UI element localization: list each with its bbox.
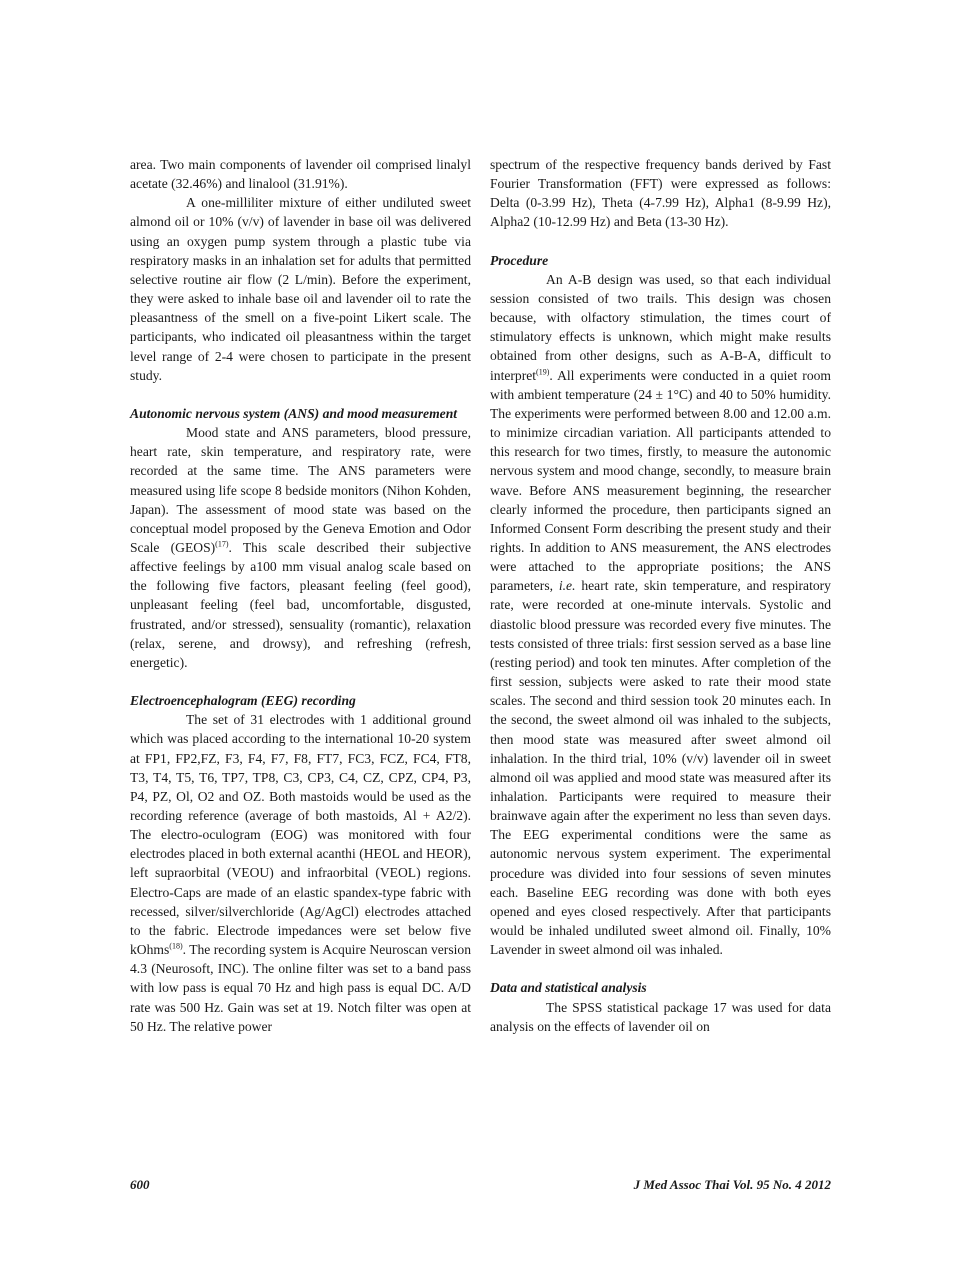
- right-column: [490, 155, 831, 1036]
- paragraph: An A-B design was used, so that each individual session consisted of two trails. This design was chosen because, with olfactory stimulation, the times court of stimulatory effects is unknown, which might make results obtained from other designs, such as A-B-A, difficult to interpret$^{(19)}$. All experiments were conducted in a quiet room with ambient temperature (24 ± 1°C) and 40 to 50% humidity. The experiments were performed between 8.00 and 12.00 a.m. to minimize circadian variation. All participants attended to this research for two times, firstly, to measure the autonomic nervous system and mood change, secondly, to measure brain wave. Before ANS measurement beginning, the researcher clearly informed the procedure, then participants signed an Informed Consent Form describing the present study and their rights. In addition to ANS measurement, the ANS electrodes were attached to the appropriate positions; the ANS parameters, i.e. heart rate, skin temperature, and respiratory rate, were recorded at one-minute intervals. Systolic and diastolic blood pressure was recorded every five minutes. The tests consisted of three trials: first session served as a base line (resting period) and took ten minutes. After completion of the first session, subjects were asked to rate their mood state scales. The second and third session took 20 minutes each. In the second, the sweet almond oil was inhaled to the subjects, then mood state was measured after sweet almond oil inhalation. In the third trial, 10% (v/v) lavender oil in sweet almond oil was applied and mood state was measured after its inhalation. Participants were required to measure their brainwave again after the experiment no less than seven days. The EEG experimental conditions were the same as autonomic nervous system experiment. The experimental procedure was divided into four sessions of seven minutes each. Baseline EEG recording was done with both eyes opened and eyes closed respectively. After that participants would be inhaled undiluted sweet almond oil. Finally, 10% Lavender in sweet almond oil was inhaled.: [490, 271, 831, 958]
- section-heading-procedure: Procedure: [490, 252, 549, 268]
- section-heading-ans: Autonomic nervous system (ANS) and mood measurement: [130, 405, 458, 421]
- paragraph: spectrum of the respective frequency bands derived by Fast Fourier Transformation (FFT) were expressed as follows: Delta (0-3.99 Hz), Theta (4-7.99 Hz), Alpha1 (8-9.99 Hz), Alpha2 (10-12.99 Hz) and Beta (13-30 Hz).: [490, 157, 831, 230]
- journal-citation: J Med Assoc Thai Vol. 95 No. 4 2012: [633, 1177, 831, 1192]
- paragraph: area. Two main components of lavender oil comprised linalyl acetate (32.46%) and linalool (31.91%).: [130, 157, 471, 192]
- paragraph: Mood state and ANS parameters, blood pressure, heart rate, skin temperature, and respiratory rate, were recorded at the same time. The ANS parameters were measured using life scope 8 bedside monitors (Nihon Kohden, Japan). The assessment of mood state was based on the conceptual model proposed by the Geneva Emotion and Odor Scale (GEOS)$^{(17)}$. This scale described their subjective affective feelings by a100 mm visual analog scale based on the following five factors, pleasant feeling (feel good), unpleasant feeling (feel bad, uncomfortable, disgusted, frustrated, and/or stressed), sensuality (romantic), relaxation (relax, serene, and drowsy), and refreshing (refresh, energetic).: [130, 425, 471, 670]
- section-heading-eeg: Electroencephalogram (EEG) recording: [130, 693, 356, 709]
- citation-ref: (19): [536, 367, 550, 377]
- section-heading-data-analysis: Data and statistical analysis: [490, 980, 647, 996]
- citation-ref: (18): [169, 941, 183, 951]
- paragraph: The SPSS statistical package 17 was used for data analysis on the effects of lavender oil on: [490, 999, 831, 1034]
- citation-ref: (17): [215, 539, 229, 549]
- paragraph: A one-milliliter mixture of either undiluted sweet almond oil or 10% (v/v) of lavender in base oil was delivered using an oxygen pump system through a plastic tube via respiratory masks in an inhalation set for adults that permitted selective routine air flow (2 L/min). Before the experiment, they were asked to inhale base oil and lavender oil to rate the pleasantness of the smell on a five-point Likert scale. The participants, who indicated oil pleasantness within the target level range of 2-4 were chosen to participate in the present study.: [130, 195, 471, 383]
- paragraph: The set of 31 electrodes with 1 additional ground which was placed according to the international 10-20 system at FP1, FP2,FZ, F3, F4, F7, F8, FT7, FC3, FCZ, FC4, FT8, T3, T4, T5, T6, TP7, TP8, C3, CP3, C4, CZ, CPZ, CP4, P3, P4, PZ, Ol, O2 and OZ. Both mastoids would be used as the recording reference (average of both mastoids, Al + A2/2). The electro-oculogram (EOG) was monitored with four electrodes placed in both external acanthi (HEOL and HEOR), left supraorbital (VEOU) and infraorbital (VEOL) regions. Electro-Caps are made of an elastic spandex-type fabric with recessed, silver/silverchloride (Ag/AgCl) electrodes attached to the fabric. Electrode impedances were set below five kOhms$^{(18)}$. The recording system is Acquire Neuroscan version 4.3 (Neurosoft, INC). The online filter was set to a band pass with low pass is equal 70 Hz and high pass is equal DC. A/D rate was 500 Hz. Gain was set at 19. Notch filter was open at 50 Hz. The relative power: [130, 712, 471, 1034]
- left-column: [130, 155, 471, 1036]
- page-number: 600: [130, 1177, 150, 1192]
